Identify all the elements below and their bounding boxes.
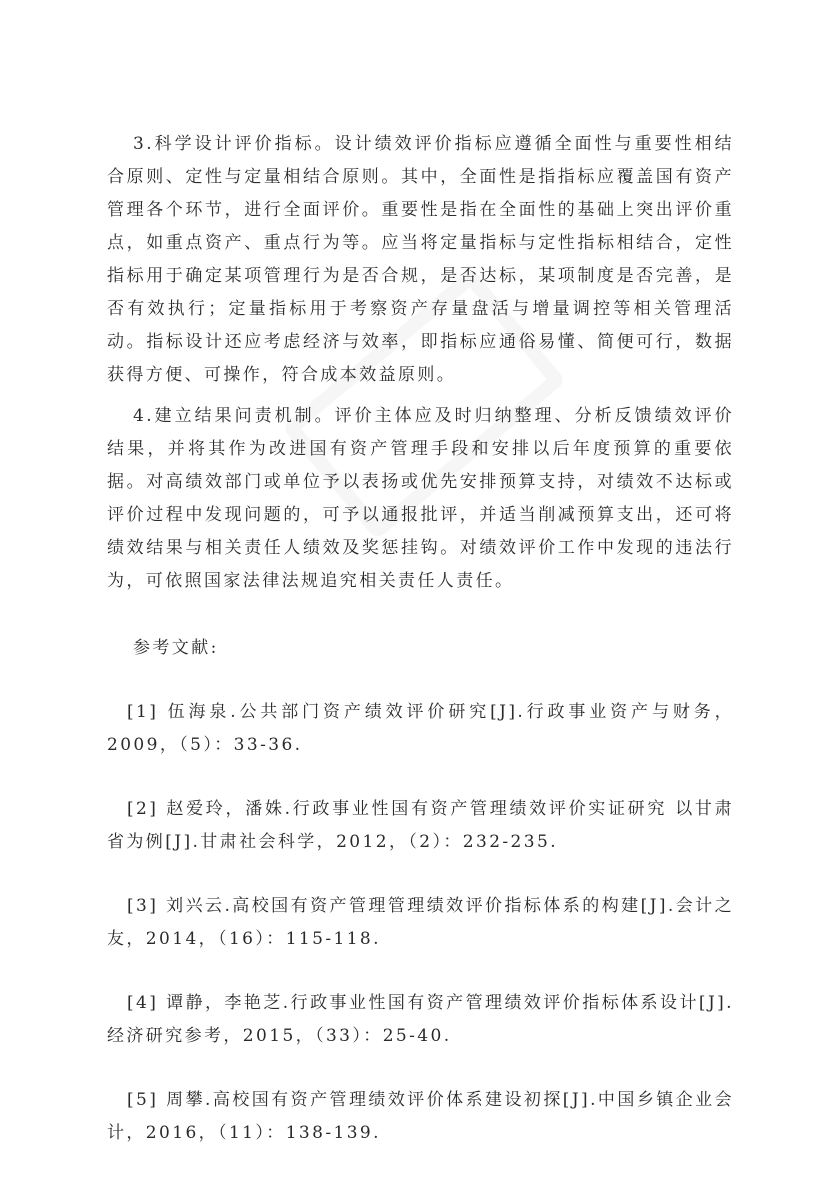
reference-item: [1] 伍海泉.公共部门资产绩效评价研究[J].行政事业资产与财务，2009，（5）：33-36. <box>107 702 734 755</box>
reference-item: [4] 谭静，李艳芝.行政事业性国有资产管理绩效评价指标体系设计[J].经济研究参考，2015，（33）：25-40. <box>107 993 734 1046</box>
paragraph-design-indicators: 3.科学设计评价指标。设计绩效评价指标应遵循全面性与重要性相结合原则、定性与定量相结合原则。其中，全面性是指指标应覆盖国有资产管理各个环节，进行全面评价。重要性是指在全面性的基础上突出评价重点，如重点资产、重点行为等。应当将定量指标与定性指标相结合，定性指标用于确定某项管理行为是否合规，是否达标，某项制度是否完善，是否有效执行；定量指标用于考察资产存量盘活与增量调控等相关管理活动。指标设计还应考虑经济与效率，即指标应通俗易懂、简便可行，数据获得方便、可操作，符合成本效益原则。 <box>107 134 734 385</box>
reference-item: [5] 周攀.高校国有资产管理绩效评价体系建设初探[J].中国乡镇企业会计，2016，（11）：138-139. <box>107 1090 734 1143</box>
paragraph-accountability: 4.建立结果问责机制。评价主体应及时归纳整理、分析反馈绩效评价结果，并将其作为改进国有资产管理手段和安排以后年度预算的重要依据。对高绩效部门或单位予以表扬或优先安排预算支持，对绩效不达标或评价过程中发现问题的，可予以通报批评，并适当削减预算支出，还可将绩效结果与相关责任人绩效及奖惩挂钩。对绩效评价工作中发现的违法行为，可依照国家法律法规追究相关责任人责任。 <box>107 406 734 591</box>
references-heading: 参考文献: <box>133 638 219 658</box>
reference-item: [2] 赵爱玲，潘姝.行政事业性国有资产管理绩效评价实证研究 以甘肃省为例[J].甘肃社会科学，2012，（2）：232-235. <box>107 799 734 852</box>
reference-item: [3] 刘兴云.高校国有资产管理管理绩效评价指标体系的构建[J].会计之友，2014，（16）：115-118. <box>107 896 734 949</box>
